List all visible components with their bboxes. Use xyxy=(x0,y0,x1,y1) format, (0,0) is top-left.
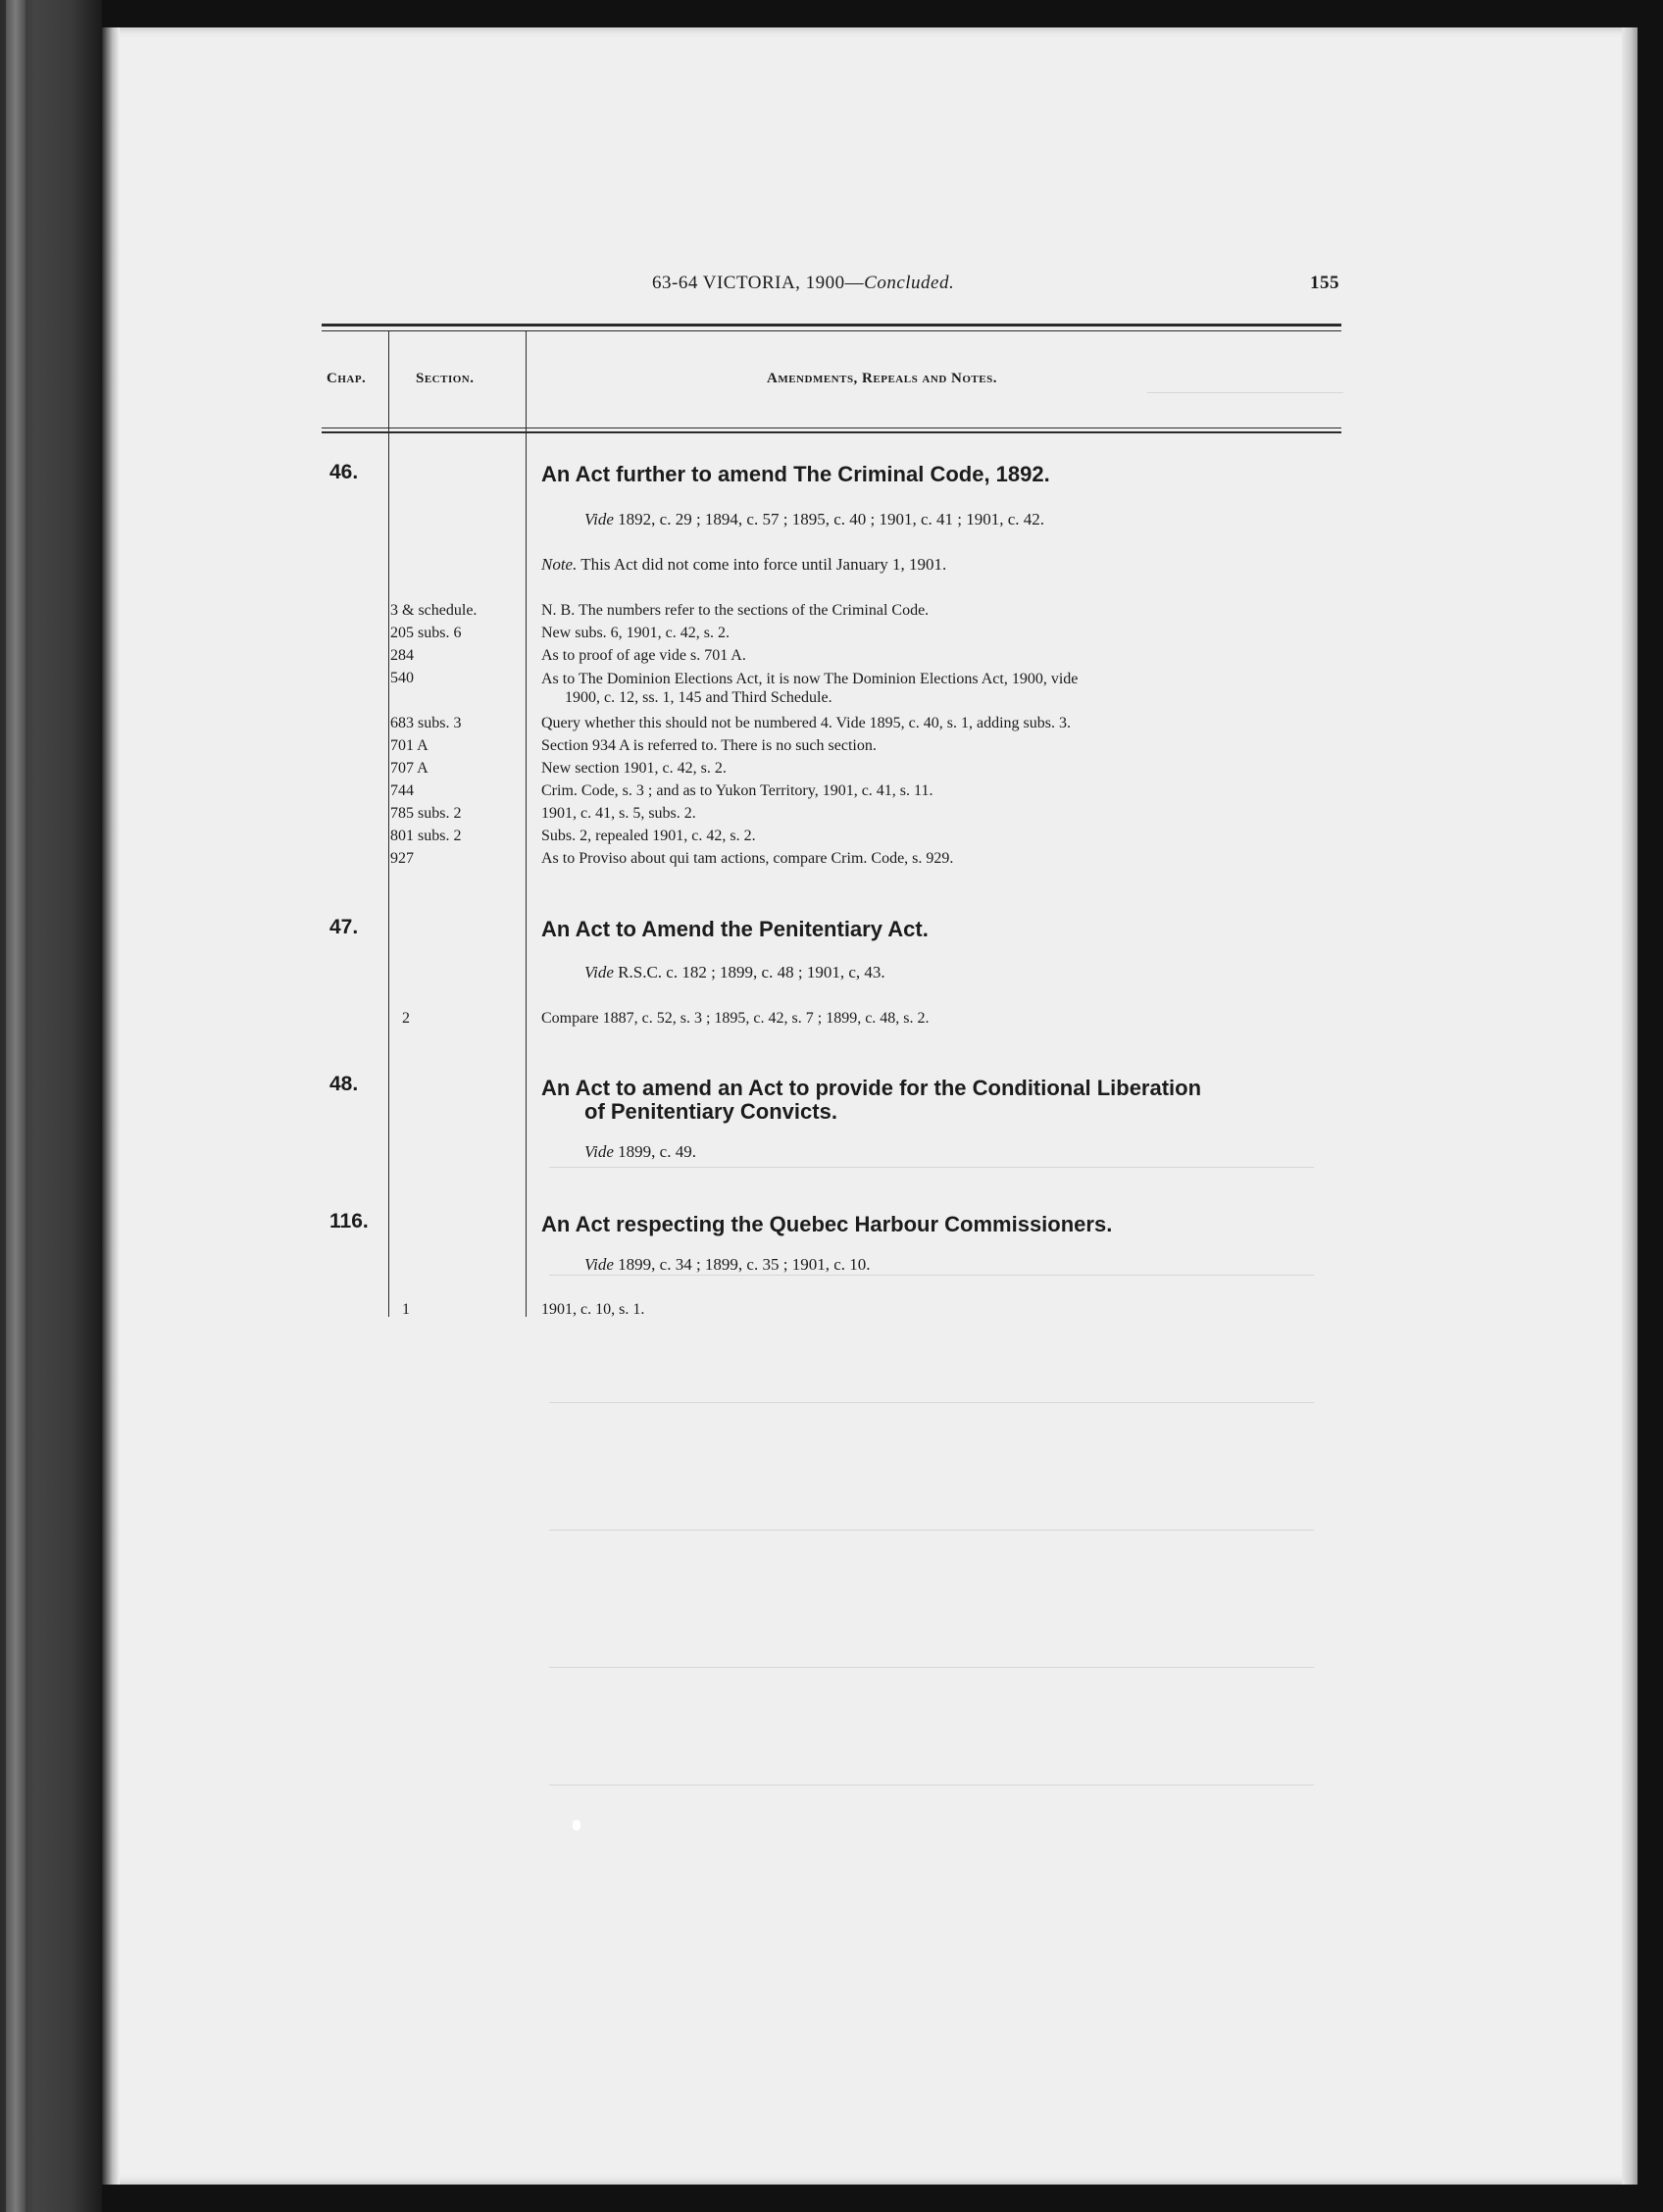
section-ref: 205 subs. 6 xyxy=(390,625,462,641)
act-title: An Act to Amend the Penitentiary Act. xyxy=(541,917,929,941)
binding-shadow xyxy=(102,27,120,2185)
page-number: 155 xyxy=(1310,273,1339,293)
section-ref: 284 xyxy=(390,647,414,664)
amendment-note: As to The Dominion Elections Act, it is now The Dominion Elections Act, 1900, vide 1900, c. 12, ss. 1, 145 and Third Schedule. xyxy=(541,671,1079,706)
section-ref: 744 xyxy=(390,782,414,799)
vide-line: Vide 1892, c. 29 ; 1894, c. 57 ; 1895, c. 40 ; 1901, c. 41 ; 1901, c. 42. xyxy=(584,510,1045,528)
amendment-note: Crim. Code, s. 3 ; and as to Yukon Territory, 1901, c. 41, s. 11. xyxy=(541,782,933,799)
chapter-number: 47. xyxy=(329,916,359,938)
section-ref: 2 xyxy=(402,1010,410,1027)
amendment-note: As to proof of age vide s. 701 A. xyxy=(541,647,746,664)
section-ref: 785 subs. 2 xyxy=(390,805,462,822)
column-divider xyxy=(388,331,389,1317)
vide-line: Vide 1899, c. 49. xyxy=(584,1142,696,1161)
bleed-line xyxy=(549,1667,1314,1668)
section-ref: 801 subs. 2 xyxy=(390,828,462,844)
amendment-note: 1901, c. 41, s. 5, subs. 2. xyxy=(541,805,696,822)
section-ref: 3 & schedule. xyxy=(390,602,478,619)
section-ref: 1 xyxy=(402,1301,410,1318)
bleed-line xyxy=(549,1402,1314,1403)
column-divider xyxy=(526,331,527,1317)
bleed-line xyxy=(549,1530,1314,1531)
section-ref: 683 subs. 3 xyxy=(390,715,462,731)
vide-line: Vide R.S.C. c. 182 ; 1899, c. 48 ; 1901, c, 43. xyxy=(584,963,885,981)
section-ref: 540 xyxy=(390,670,414,686)
chapter-number: 116. xyxy=(329,1210,369,1232)
column-header-section: Section. xyxy=(416,371,475,386)
amendment-note: N. B. The numbers refer to the sections of the Criminal Code. xyxy=(541,602,930,619)
double-rule-bottom xyxy=(322,330,1341,331)
amendment-note: Query whether this should not be numbered 4. Vide 1895, c. 40, s. 1, adding subs. 3. xyxy=(541,715,1072,731)
amendment-note: New section 1901, c. 42, s. 2. xyxy=(541,760,727,777)
section-ref: 707 A xyxy=(390,760,428,777)
chapter-number: 46. xyxy=(329,461,359,483)
amendment-note: Compare 1887, c. 52, s. 3 ; 1895, c. 42, s. 7 ; 1899, c. 48, s. 2. xyxy=(541,1010,930,1027)
amendment-note: Section 934 A is referred to. There is no such section. xyxy=(541,737,877,754)
scan-speck xyxy=(573,1820,580,1831)
column-header-chap: Chap. xyxy=(327,371,367,386)
chapter-number: 48. xyxy=(329,1073,359,1095)
header-title: 63-64 VICTORIA, 1900—Concluded. xyxy=(652,273,955,293)
act-title: An Act to amend an Act to provide for the Conditional Liberation of Penitentiary Convicts. xyxy=(541,1076,1202,1124)
amendment-note: Subs. 2, repealed 1901, c. 42, s. 2. xyxy=(541,828,756,844)
act-title: An Act further to amend The Criminal Code, 1892. xyxy=(541,462,1050,486)
act-title: An Act respecting the Quebec Harbour Commissioners. xyxy=(541,1212,1113,1236)
paper-edge xyxy=(6,0,25,2212)
header-rule-2 xyxy=(322,431,1341,433)
amendment-note: As to Proviso about qui tam actions, compare Crim. Code, s. 929. xyxy=(541,850,954,867)
note-line: Note. This Act did not come into force until January 1, 1901. xyxy=(541,555,947,574)
header-rule xyxy=(322,427,1341,428)
vide-line: Vide 1899, c. 34 ; 1899, c. 35 ; 1901, c. 10. xyxy=(584,1255,871,1274)
bleed-line xyxy=(549,1167,1314,1168)
book-binding xyxy=(0,0,102,2212)
page-edge xyxy=(1622,27,1638,2185)
amendment-note: 1901, c. 10, s. 1. xyxy=(541,1301,645,1318)
section-ref: 701 A xyxy=(390,737,428,754)
column-header-notes: Amendments, Repeals and Notes. xyxy=(767,371,997,386)
amendment-note: New subs. 6, 1901, c. 42, s. 2. xyxy=(541,625,730,641)
double-rule-top xyxy=(322,324,1341,327)
bleed-line xyxy=(549,1275,1314,1276)
section-ref: 927 xyxy=(390,850,414,867)
bleed-line xyxy=(1147,392,1343,393)
